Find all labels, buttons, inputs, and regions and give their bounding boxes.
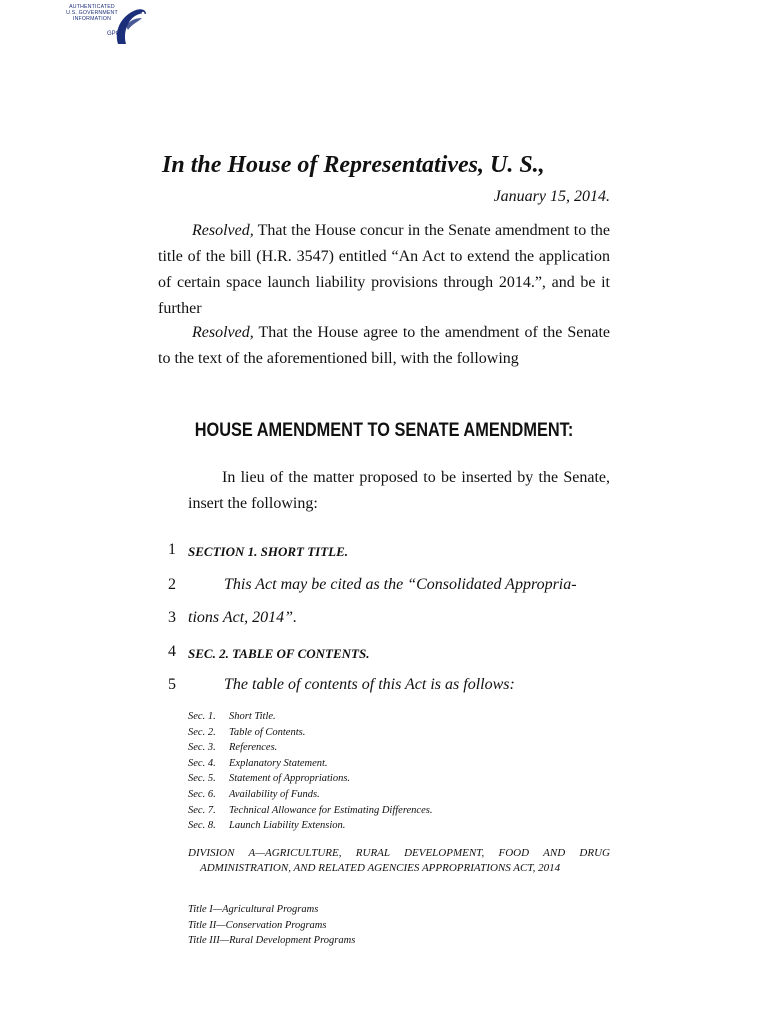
toc-section-number: Sec. 4. (188, 757, 216, 769)
line-number: 5 (168, 676, 176, 693)
toc-section-title: Explanatory Statement. (229, 757, 328, 769)
toc-section-number: Sec. 7. (188, 804, 216, 816)
seal-line: AUTHENTICATED (69, 4, 115, 10)
toc-entry (188, 756, 432, 772)
toc-section-title: References. (229, 742, 278, 754)
resolution-paragraph (158, 320, 610, 372)
seal-line: U.S. GOVERNMENT (66, 10, 118, 16)
bill-text-line: This Act may be cited as the “Consolidated Appropria- (224, 576, 577, 593)
resolution-text: That the House agree to the amendment of the Senate to the text of the aforementioned bill, with the following (158, 324, 610, 367)
line-number: 1 (168, 541, 176, 558)
bill-text-line: The table of contents of this Act is as follows: (224, 676, 515, 693)
gpo-authentication-seal (60, 4, 150, 48)
table-of-contents (188, 709, 432, 834)
page-title: In the House of Representatives, U. S., (162, 152, 545, 178)
division-heading: DIVISION A—AGRICULTURE, RURAL DEVELOPMENT, FOOD AND DRUG ADMINISTRATION, AND RELATED AGENCIES APPROPRIATIONS ACT, 2014 (188, 847, 610, 874)
line-number: 2 (168, 576, 176, 593)
seal-line: INFORMATION (72, 16, 112, 22)
toc-section-number: Sec. 3. (188, 742, 216, 754)
resolution-lead: Resolved, (192, 222, 254, 239)
resolution-lead: Resolved, (192, 324, 254, 341)
section-heading: SEC. 2. TABLE OF CONTENTS. (188, 646, 370, 661)
toc-entry (188, 803, 432, 819)
amendment-instruction: In lieu of the matter proposed to be inserted by the Senate, insert the following: (188, 469, 610, 512)
title-entry: Title II—Conservation Programs (188, 919, 327, 931)
toc-entry (188, 818, 432, 834)
resolution-text: That the House concur in the Senate amendment to the title of the bill (H.R. 3547) entitled “An Act to extend the application of certain space launch liability provisions through 2014.”, and be it further (158, 222, 610, 317)
toc-section-number: Sec. 5. (188, 773, 216, 785)
bill-text-line: tions Act, 2014”. (188, 609, 298, 626)
toc-section-title: Technical Allowance for Estimating Differences. (229, 804, 433, 816)
line-number: 3 (168, 609, 176, 626)
toc-section-number: Sec. 2. (188, 726, 216, 738)
toc-entry (188, 771, 432, 787)
title-entry: Title I—Agricultural Programs (188, 904, 319, 915)
section-heading: SECTION 1. SHORT TITLE. (188, 544, 348, 559)
toc-entry (188, 725, 432, 741)
seal-gpo-label: GPO (107, 31, 121, 37)
toc-section-number: Sec. 8. (188, 820, 216, 832)
toc-section-title: Table of Contents. (229, 726, 306, 738)
toc-entry (188, 740, 432, 756)
title-entry: Title III—Rural Development Programs (188, 935, 356, 946)
toc-entry (188, 709, 432, 725)
document-date: January 15, 2014. (493, 188, 610, 205)
toc-section-title: Launch Liability Extension. (229, 820, 346, 832)
toc-section-number: Sec. 1. (188, 711, 216, 722)
toc-section-title: Availability of Funds. (229, 788, 320, 800)
titles-list (188, 902, 355, 949)
amendment-heading: HOUSE AMENDMENT TO SENATE AMENDMENT: (194, 420, 574, 441)
toc-section-title: Short Title. (229, 711, 276, 722)
eagle-icon (112, 4, 148, 48)
toc-entry (188, 787, 432, 803)
toc-section-title: Statement of Appropriations. (229, 773, 351, 785)
resolution-paragraph (158, 218, 610, 322)
line-number: 4 (168, 643, 176, 660)
toc-section-number: Sec. 6. (188, 788, 216, 800)
